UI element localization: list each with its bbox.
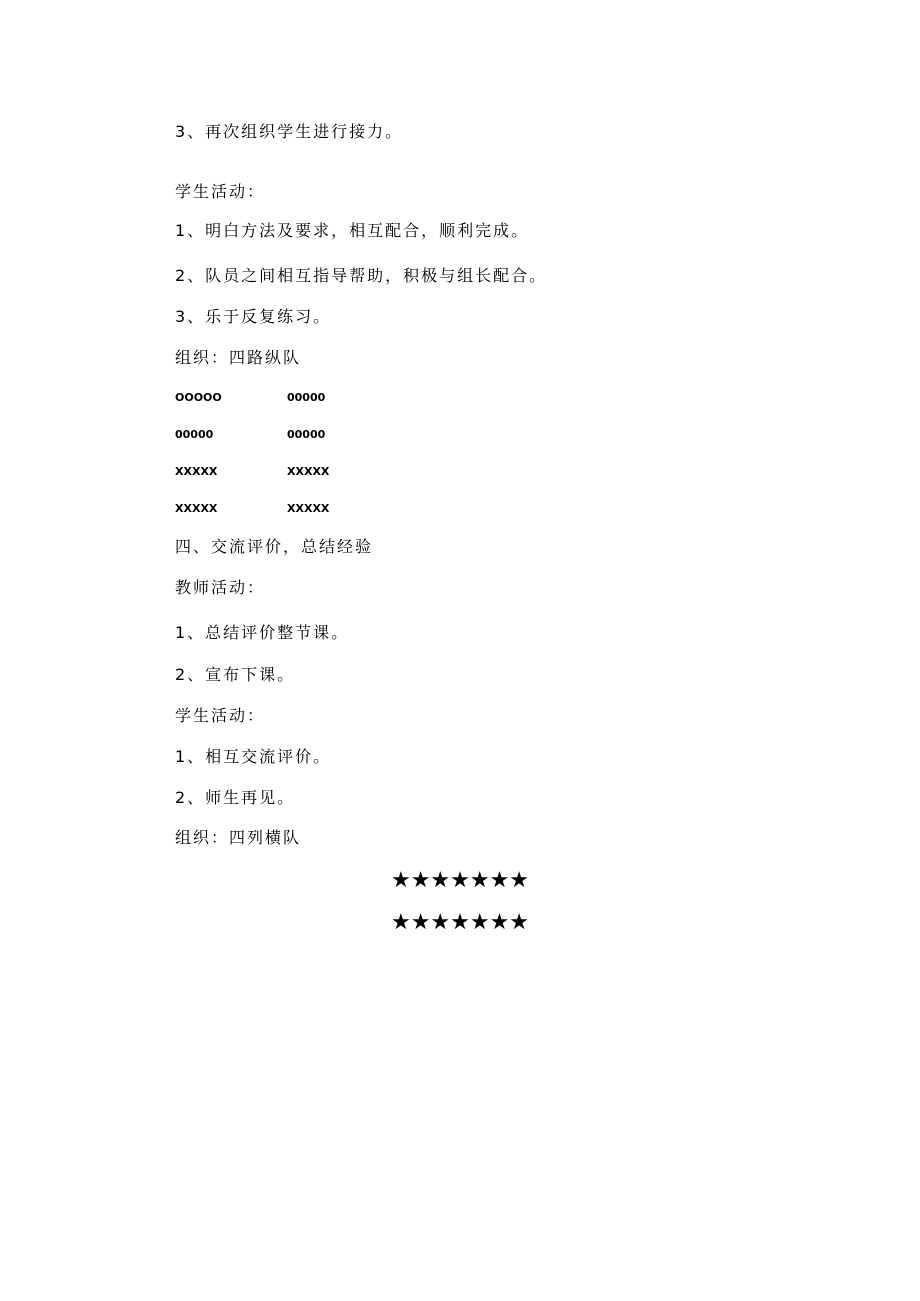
formation-right-group: XXXXX — [287, 465, 330, 478]
formation-left-group: 00000 — [175, 428, 214, 441]
step-3-relay: 3、再次组织学生进行接力。 — [175, 122, 404, 141]
formation-left-group: OOOOO — [175, 391, 222, 404]
formation-right-group: 00000 — [287, 391, 326, 404]
teacher-activity-item-1: 1、总结评价整节课。 — [175, 623, 350, 642]
student-activity-heading-2: 学生活动： — [175, 706, 266, 725]
formation-right-group: XXXXX — [287, 502, 330, 515]
teacher-activity-item-2: 2、宣布下课。 — [175, 665, 296, 684]
formation-left-group: XXXXX — [175, 465, 218, 478]
student-activity-item-1: 1、明白方法及要求，相互配合，顺利完成。 — [175, 221, 530, 240]
student-activity-item-2: 2、队员之间相互指导帮助，积极与组长配合。 — [175, 266, 548, 285]
teacher-activity-heading: 教师活动： — [175, 578, 266, 597]
student-activity-2-item-1: 1、相互交流评价。 — [175, 747, 332, 766]
organization-four-columns: 组织：四路纵队 — [175, 348, 302, 367]
student-activity-2-item-2: 2、师生再见。 — [175, 788, 296, 807]
star-divider: ★★★★★★★ — [390, 868, 530, 893]
section-4-heading: 四、交流评价，总结经验 — [175, 537, 374, 556]
organization-four-rows: 组织：四列横队 — [175, 828, 302, 847]
formation-right-group: 00000 — [287, 428, 326, 441]
student-activity-heading: 学生活动： — [175, 182, 266, 201]
formation-left-group: XXXXX — [175, 502, 218, 515]
star-divider: ★★★★★★★ — [390, 910, 530, 935]
student-activity-item-3: 3、乐于反复练习。 — [175, 307, 332, 326]
